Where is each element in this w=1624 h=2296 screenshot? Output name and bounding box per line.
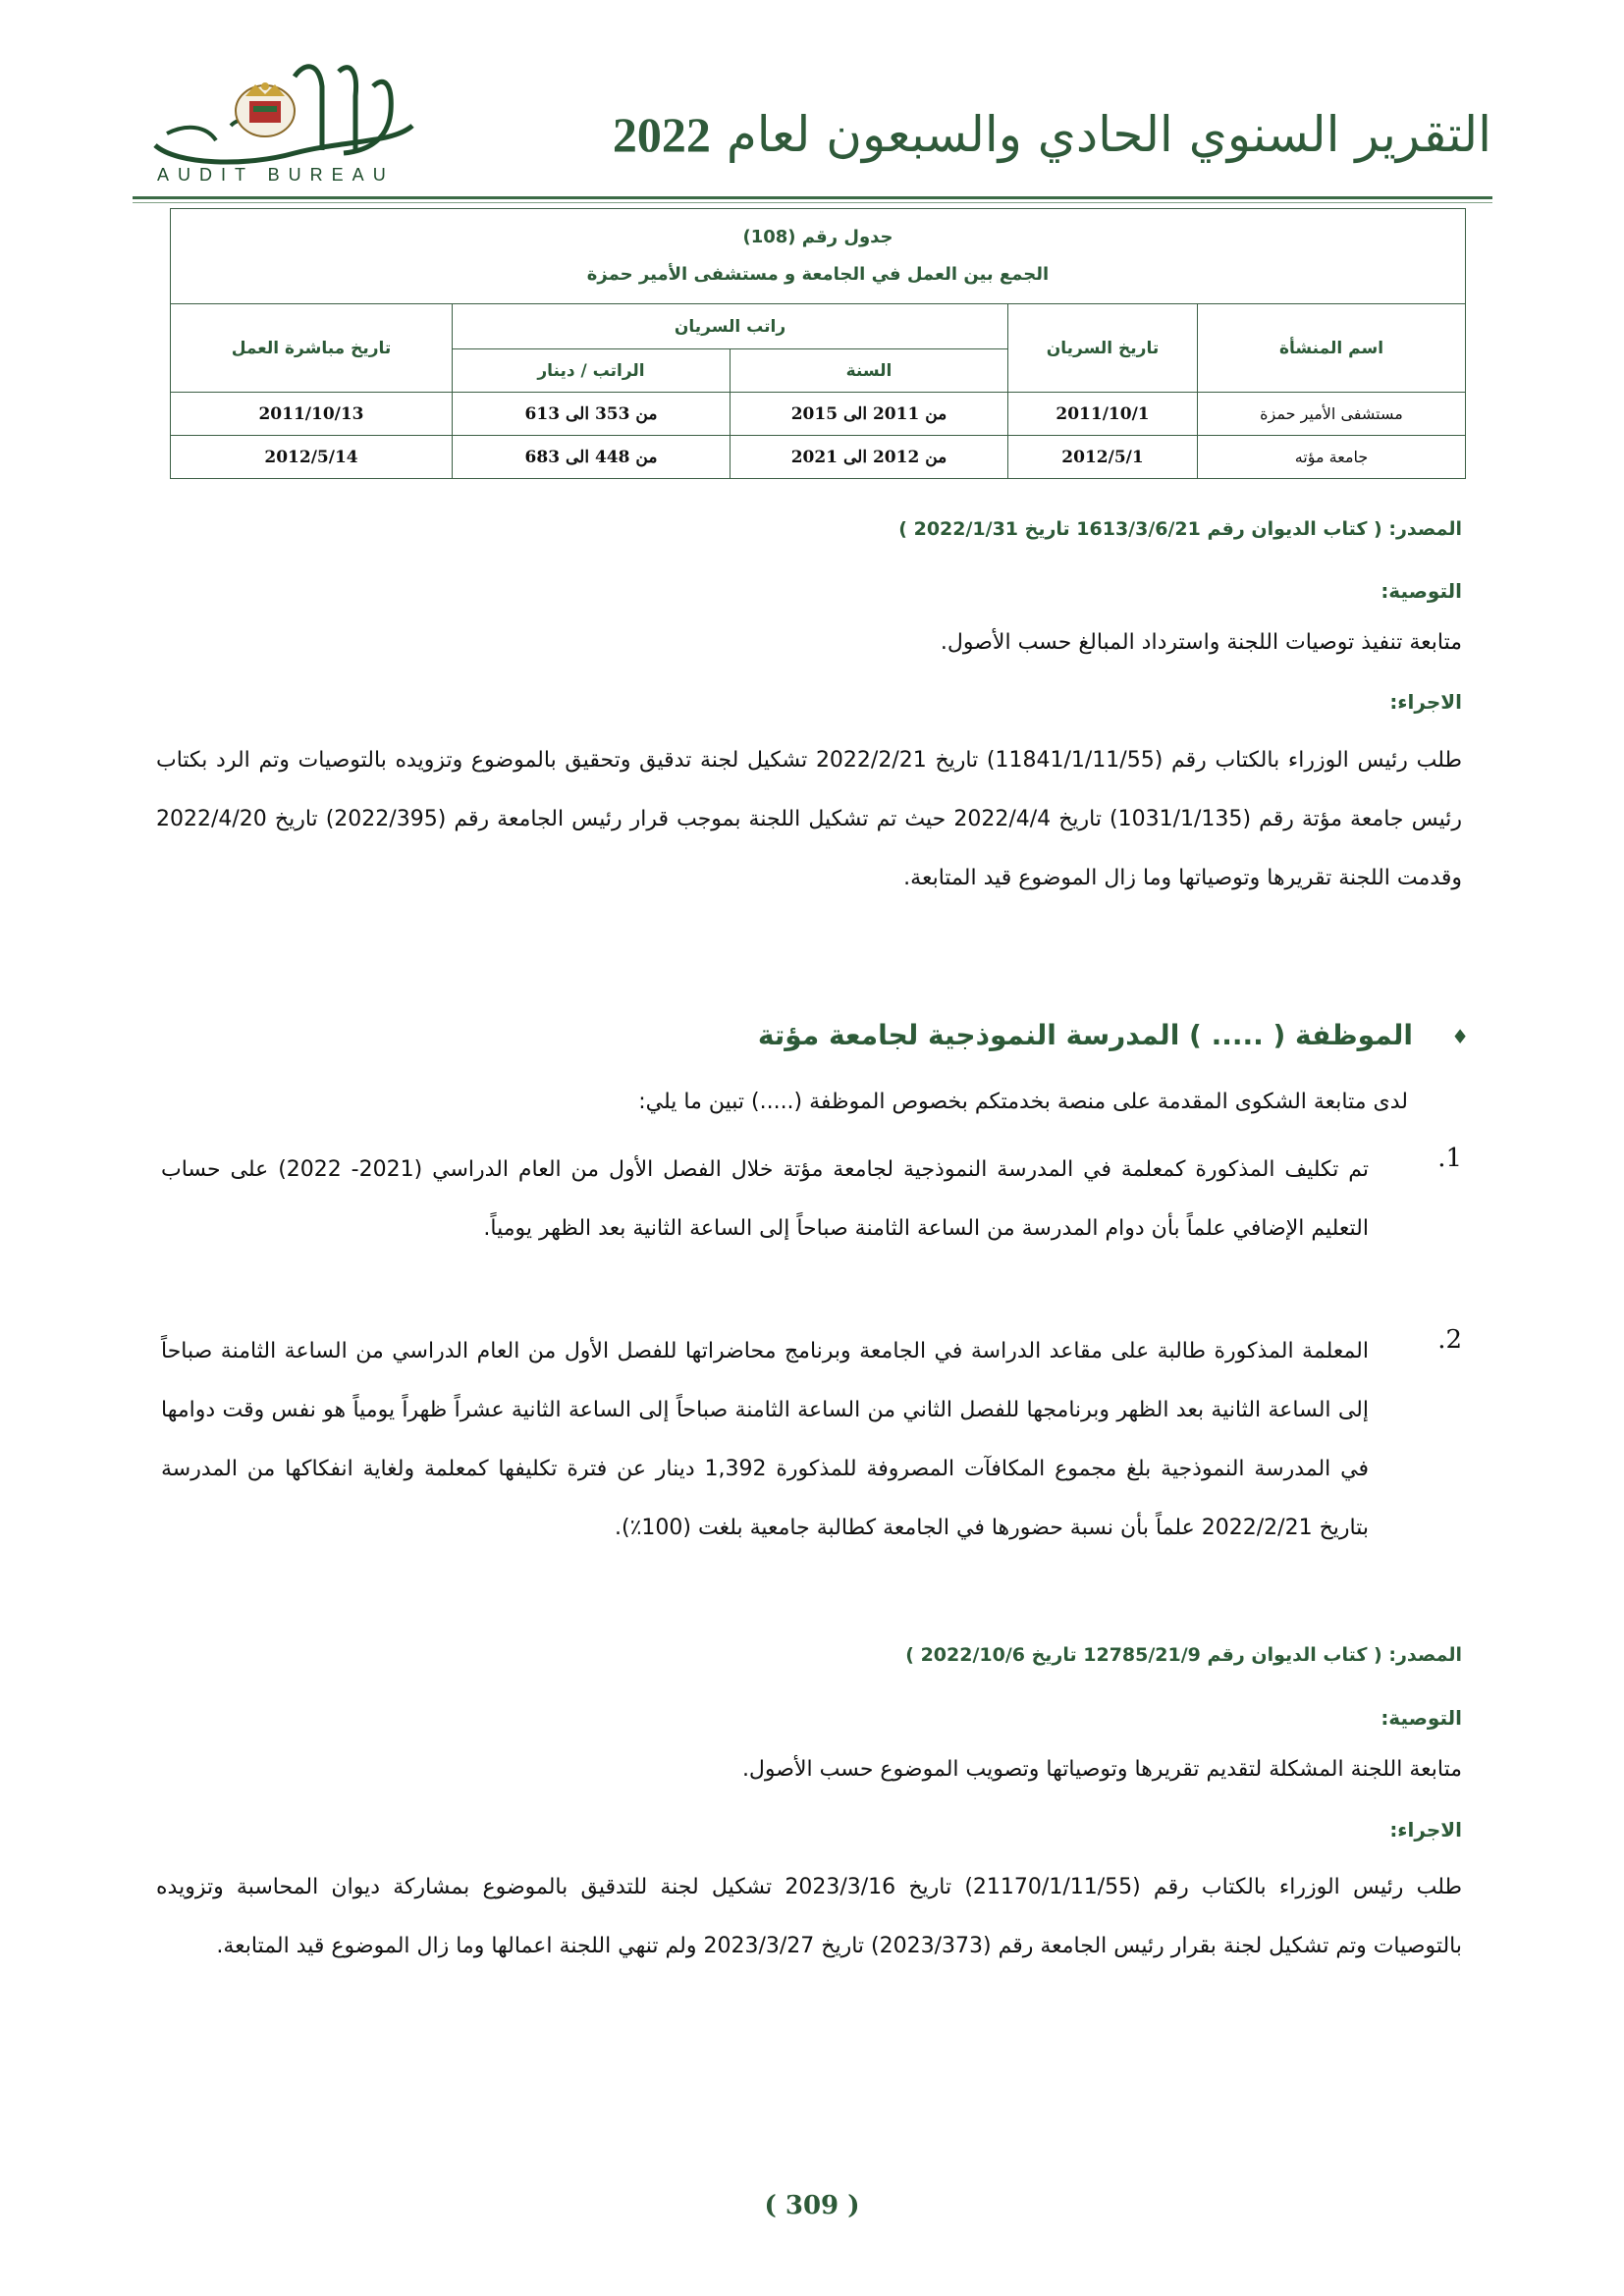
cell-salary: من 448 الى 683 [453,436,731,479]
source-line-2 [156,1644,1462,1666]
header-start-date: تاريخ مباشرة العمل [171,304,453,393]
table-caption: الجمع بين العمل في الجامعة و مستشفى الأمير حمزة [586,264,1050,285]
table-row [171,393,1466,436]
cell-start-date: 2011/10/13 [171,393,453,436]
header-salary-group: راتب السريان [453,304,1008,349]
header-year: السنة [731,349,1008,393]
action-label: الاجراء: [1389,1818,1462,1842]
diamond-bullet-icon: ♦ [1451,1025,1469,1048]
recommendation-label: التوصية: [1380,579,1462,603]
table-caption-cell [171,209,1466,304]
header-salary: الراتب / دينار [453,349,731,393]
source-label: المصدر: [1388,1644,1462,1666]
section-title: الموظفة ( ..... ) المدرسة النموذجية لجامعة مؤتة [757,1019,1413,1051]
report-title [612,106,1491,163]
header-rule-thin [133,202,1492,203]
cell-year: من 2011 الى 2015 [731,393,1008,436]
cell-start-date: 2012/5/14 [171,436,453,479]
report-year: 2022 [612,107,711,162]
source-text: ( كتاب الديوان رقم 1613/3/6/21 تاريخ 2022/1/31 ) [898,518,1382,540]
recommendation-label: التوصية: [1380,1706,1462,1730]
cell-salary: من 353 الى 613 [453,393,731,436]
cell-effective-date: 2012/5/1 [1008,436,1198,479]
recommendation-text: متابعة تنفيذ توصيات اللجنة واسترداد المبالغ حسب الأصول. [940,630,1462,655]
report-title-text: التقرير السنوي الحادي والسبعون لعام [726,106,1491,163]
cell-establishment: مستشفى الأمير حمزة [1198,393,1466,436]
item-number: 2. [1437,1325,1462,1355]
section-intro: لدى متابعة الشكوى المقدمة على منصة بخدمتكم بخصوص الموظفة (.....) تبين ما يلي: [638,1090,1408,1114]
cell-establishment: جامعة مؤته [1198,436,1466,479]
header-effective-date: تاريخ السريان [1008,304,1198,393]
recommendation-text: متابعة اللجنة المشكلة لتقديم تقريرها وتوصياتها وتصويب الموضوع حسب الأصول. [741,1757,1462,1782]
action-text: طلب رئيس الوزراء بالكتاب رقم (21170/1/11/55) تاريخ 2023/3/16 تشكيل لجنة للتدقيق بالموضوع بمشاركة ديوان المحاسبة وتزويده بالتوصيات وتم تشكيل لجنة بقرار رئيس الجامعة رقم (2023/373) تاريخ 2023/3/27 ولم تنهي اللجنة اعمالها وما زال الموضوع قيد المتابعة. [156,1875,1463,1958]
action-text: طلب رئيس الوزراء بالكتاب رقم (11841/1/11/55) تاريخ 2022/2/21 تشكيل لجنة تدقيق وتحقيق بالموضوع وتزويده بالتوصيات وتم الرد بكتاب رئيس جامعة مؤتة رقم (1031/1/135) تاريخ 2022/4/4 حيث تم تشكيل اللجنة بموجب قرار رئيس الجامعة رقم (2022/395) تاريخ 2022/4/20 وقدمت اللجنة تقريرها وتوصياتها وما زال الموضوع قيد المتابعة. [156,748,1463,890]
item-number: 1. [1437,1144,1462,1173]
page-number: ( 309 ) [764,2191,860,2220]
logo-english-text: AUDIT BUREAU [157,165,395,185]
cell-effective-date: 2011/10/1 [1008,393,1198,436]
cell-year: من 2012 الى 2021 [731,436,1008,479]
header-rule [133,196,1492,199]
audit-bureau-logo [147,57,422,185]
table-108 [170,208,1466,479]
source-line-1 [156,518,1462,540]
table-number: جدول رقم (108) [742,227,893,247]
list-item: المعلمة المذكورة طالبة على مقاعد الدراسة في الجامعة وبرنامج محاضراتها للفصل الأول من العام الدراسي من الساعة الثامنة صباحاً إلى الساعة الثانية بعد الظهر وبرنامجها للفصل الثاني من الساعة الثامنة صباحاً إلى الساعة الثانية عشراً ظهراً يومياً هو نفس وقت دوامها في المدرسة النموذجية بلغ مجموع المكافآت المصروفة للمذكورة 1,392 دينار عن فترة تكليفها كمعلمة ولغاية انفكاكها من المدرسة بتاريخ 2022/2/21 علماً بأن نسبة حضورها في الجامعة كطالبة جامعية بلغت (100٪). [161,1339,1369,1540]
header-establishment: اسم المنشأة [1198,304,1466,393]
action-label: الاجراء: [1389,690,1462,714]
table-row [171,436,1466,479]
list-item: تم تكليف المذكورة كمعلمة في المدرسة النموذجية لجامعة مؤتة خلال الفصل الأول من العام الدراسي (2021- 2022) على حساب التعليم الإضافي علماً بأن دوام المدرسة من الساعة الثامنة صباحاً إلى الساعة الثانية بعد الظهر يومياً. [161,1157,1369,1241]
source-label: المصدر: [1388,518,1462,540]
source-text: ( كتاب الديوان رقم 12785/21/9 تاريخ 2022/10/6 ) [905,1644,1382,1666]
